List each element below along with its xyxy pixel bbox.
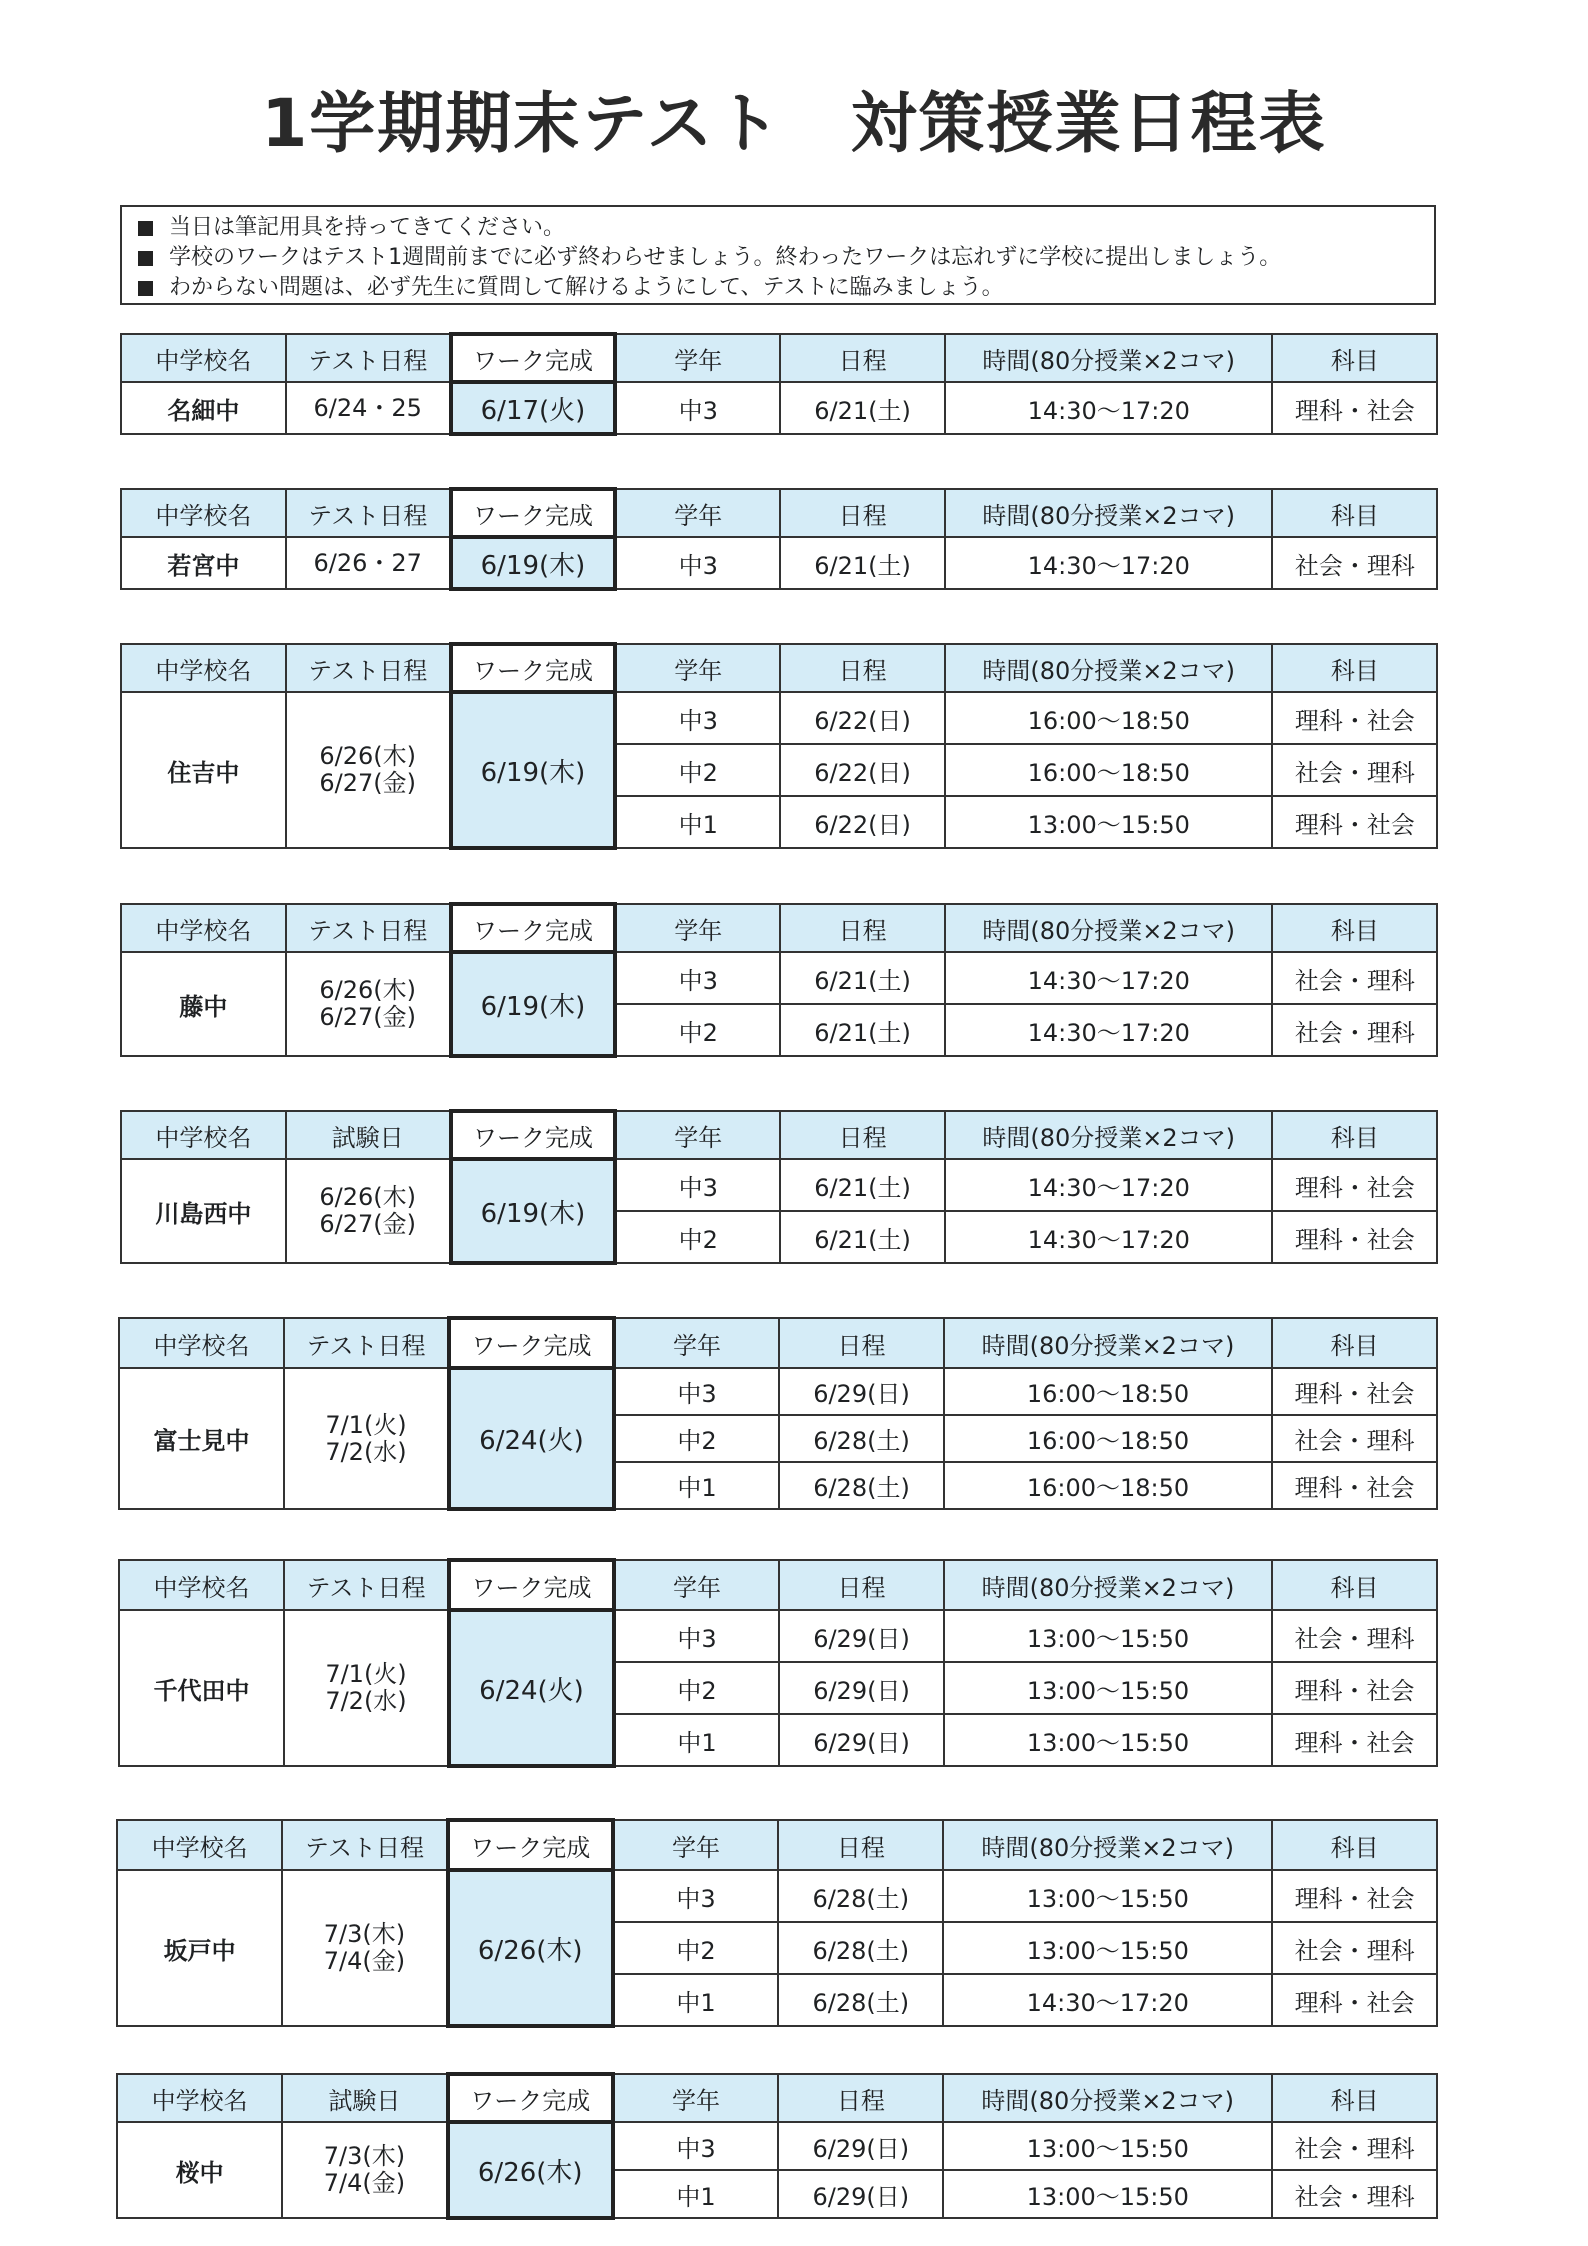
test-dates bbox=[286, 952, 451, 1056]
page-title: 1学期期末テスト 対策授業日程表 bbox=[261, 85, 1327, 162]
header-grade: 学年 bbox=[615, 489, 780, 537]
test-dates bbox=[286, 382, 451, 434]
cell-subject: 社会・理科 bbox=[1272, 537, 1437, 589]
header-time: 時間(80分授業×2コマ) bbox=[943, 2074, 1272, 2122]
test-date: 6/26(木) bbox=[319, 976, 416, 1004]
schedule-table bbox=[118, 1316, 1438, 1511]
header-school-name: 中学校名 bbox=[121, 644, 286, 692]
school-name: 藤中 bbox=[121, 952, 286, 1056]
table-header-row bbox=[121, 1111, 1437, 1159]
schedule-table bbox=[120, 642, 1438, 850]
table-row bbox=[121, 952, 1437, 1004]
schedule-table bbox=[118, 1558, 1438, 1768]
work-complete-date: 6/19(木) bbox=[451, 692, 616, 848]
test-dates bbox=[286, 1159, 451, 1263]
cell-subject: 社会・理科 bbox=[1272, 744, 1437, 796]
cell-date: 6/21(土) bbox=[780, 1004, 945, 1056]
cell-subject: 理科・社会 bbox=[1272, 1462, 1437, 1509]
cell-grade: 中3 bbox=[613, 2122, 778, 2170]
header-time: 時間(80分授業×2コマ) bbox=[945, 904, 1273, 952]
cell-subject: 社会・理科 bbox=[1272, 1922, 1437, 1974]
header-subject: 科目 bbox=[1272, 644, 1437, 692]
test-date: 6/27(金) bbox=[319, 1210, 416, 1238]
cell-subject: 理科・社会 bbox=[1272, 1662, 1437, 1714]
bullet-square-icon bbox=[138, 221, 153, 236]
test-date: 6/27(金) bbox=[319, 1003, 416, 1031]
cell-grade: 中1 bbox=[613, 1974, 778, 2026]
header-school-name: 中学校名 bbox=[119, 1560, 284, 1610]
cell-time: 16:00～18:50 bbox=[944, 1415, 1272, 1462]
cell-date: 6/28(土) bbox=[778, 1922, 943, 1974]
work-complete-date: 6/19(木) bbox=[451, 1159, 616, 1263]
cell-subject: 理科・社会 bbox=[1272, 1368, 1437, 1415]
cell-time: 14:30～17:20 bbox=[945, 1211, 1273, 1263]
header-schedule: 日程 bbox=[780, 904, 945, 952]
cell-time: 16:00～18:50 bbox=[945, 744, 1273, 796]
work-complete-date: 6/26(木) bbox=[448, 2122, 613, 2218]
header-schedule: 日程 bbox=[780, 644, 945, 692]
cell-date: 6/22(日) bbox=[780, 796, 945, 848]
header-subject: 科目 bbox=[1272, 1111, 1437, 1159]
test-date: 7/3(木) bbox=[323, 1920, 406, 1948]
cell-grade: 中1 bbox=[613, 2170, 778, 2218]
cell-subject: 社会・理科 bbox=[1272, 2170, 1437, 2218]
cell-grade: 中2 bbox=[615, 744, 780, 796]
header-school-name: 中学校名 bbox=[117, 1820, 282, 1870]
header-grade: 学年 bbox=[614, 1560, 779, 1610]
test-date: 7/1(火) bbox=[325, 1410, 407, 1439]
test-dates bbox=[286, 537, 451, 589]
header-time: 時間(80分授業×2コマ) bbox=[945, 334, 1273, 382]
table-header-row bbox=[119, 1560, 1437, 1610]
cell-subject: 社会・理科 bbox=[1272, 2122, 1437, 2170]
school-name: 川島西中 bbox=[121, 1159, 286, 1263]
cell-time: 13:00～15:50 bbox=[944, 1662, 1272, 1714]
work-complete-date: 6/19(木) bbox=[451, 537, 616, 589]
cell-time: 13:00～15:50 bbox=[943, 1870, 1272, 1922]
header-time: 時間(80分授業×2コマ) bbox=[943, 1820, 1272, 1870]
work-complete-date: 6/26(木) bbox=[448, 1870, 613, 2026]
test-date: 7/1(火) bbox=[325, 1660, 407, 1688]
cell-time: 13:00～15:50 bbox=[943, 2170, 1272, 2218]
header-test-date: テスト日程 bbox=[284, 1560, 449, 1610]
cell-subject: 理科・社会 bbox=[1272, 1159, 1437, 1211]
header-grade: 学年 bbox=[615, 1111, 780, 1159]
header-schedule: 日程 bbox=[778, 1820, 943, 1870]
header-test-date: テスト日程 bbox=[286, 489, 451, 537]
note-item bbox=[132, 273, 1424, 303]
header-work-complete: ワーク完成 bbox=[451, 1111, 616, 1159]
schedule-table bbox=[120, 487, 1438, 591]
header-grade: 学年 bbox=[615, 904, 780, 952]
header-work-complete: ワーク完成 bbox=[449, 1318, 614, 1368]
test-date: 6/26・27 bbox=[313, 548, 422, 577]
test-date: 7/2(水) bbox=[325, 1687, 407, 1715]
cell-grade: 中3 bbox=[615, 537, 780, 589]
table-header-row bbox=[121, 644, 1437, 692]
cell-time: 14:30～17:20 bbox=[945, 382, 1273, 434]
header-school-name: 中学校名 bbox=[121, 334, 286, 382]
header-work-complete: ワーク完成 bbox=[448, 1820, 613, 1870]
table-header-row bbox=[117, 2074, 1437, 2122]
test-date: 6/26(木) bbox=[319, 742, 416, 770]
cell-subject: 社会・理科 bbox=[1272, 952, 1437, 1004]
header-subject: 科目 bbox=[1272, 334, 1437, 382]
header-work-complete: ワーク完成 bbox=[451, 334, 616, 382]
cell-grade: 中3 bbox=[614, 1610, 779, 1662]
header-work-complete: ワーク完成 bbox=[449, 1560, 614, 1610]
cell-time: 13:00～15:50 bbox=[943, 1922, 1272, 1974]
table-header-row bbox=[121, 334, 1437, 382]
table-row bbox=[121, 692, 1437, 744]
cell-time: 14:30～17:20 bbox=[945, 1004, 1273, 1056]
cell-subject: 社会・理科 bbox=[1272, 1415, 1437, 1462]
cell-date: 6/22(日) bbox=[780, 744, 945, 796]
header-schedule: 日程 bbox=[779, 1318, 944, 1368]
note-text: 当日は筆記用具を持ってきてください。 bbox=[169, 215, 566, 240]
bullet-square-icon bbox=[138, 251, 153, 266]
header-time: 時間(80分授業×2コマ) bbox=[944, 1560, 1272, 1610]
schedule-table bbox=[116, 1818, 1438, 2028]
cell-date: 6/29(日) bbox=[778, 2122, 943, 2170]
schedule-table bbox=[120, 332, 1438, 436]
table-row bbox=[119, 1368, 1437, 1415]
school-name: 桜中 bbox=[117, 2122, 282, 2218]
table-header-row bbox=[121, 489, 1437, 537]
cell-time: 14:30～17:20 bbox=[945, 952, 1273, 1004]
cell-time: 14:30～17:20 bbox=[945, 1159, 1273, 1211]
cell-date: 6/28(土) bbox=[778, 1870, 943, 1922]
header-schedule: 日程 bbox=[778, 2074, 943, 2122]
cell-subject: 理科・社会 bbox=[1272, 692, 1437, 744]
test-dates bbox=[282, 2122, 447, 2218]
schedule-table bbox=[120, 902, 1438, 1058]
header-schedule: 日程 bbox=[780, 334, 945, 382]
header-subject: 科目 bbox=[1272, 1820, 1437, 1870]
test-date: 6/26(木) bbox=[319, 1183, 416, 1211]
table-header-row bbox=[117, 1820, 1437, 1870]
cell-date: 6/21(土) bbox=[780, 1159, 945, 1211]
cell-subject: 理科・社会 bbox=[1272, 1714, 1437, 1766]
cell-date: 6/21(土) bbox=[780, 382, 945, 434]
header-grade: 学年 bbox=[613, 2074, 778, 2122]
notes-box bbox=[120, 205, 1436, 305]
note-item bbox=[132, 243, 1424, 273]
cell-time: 16:00～18:50 bbox=[944, 1368, 1272, 1415]
cell-time: 14:30～17:20 bbox=[945, 537, 1273, 589]
header-work-complete: ワーク完成 bbox=[448, 2074, 613, 2122]
header-school-name: 中学校名 bbox=[121, 904, 286, 952]
header-grade: 学年 bbox=[613, 1820, 778, 1870]
cell-time: 16:00～18:50 bbox=[944, 1462, 1272, 1509]
header-time: 時間(80分授業×2コマ) bbox=[945, 644, 1273, 692]
header-schedule: 日程 bbox=[780, 489, 945, 537]
cell-date: 6/28(土) bbox=[778, 1974, 943, 2026]
header-test-date: テスト日程 bbox=[286, 904, 451, 952]
work-complete-date: 6/19(木) bbox=[451, 952, 616, 1056]
header-subject: 科目 bbox=[1272, 489, 1437, 537]
bullet-square-icon bbox=[138, 281, 153, 296]
header-test-date: 試験日 bbox=[282, 2074, 447, 2122]
header-test-date: テスト日程 bbox=[286, 334, 451, 382]
test-date: 7/4(金) bbox=[323, 2169, 406, 2197]
school-name: 富士見中 bbox=[119, 1368, 284, 1509]
test-date: 7/2(水) bbox=[325, 1437, 407, 1466]
cell-time: 13:00～15:50 bbox=[944, 1610, 1272, 1662]
cell-grade: 中2 bbox=[614, 1662, 779, 1714]
header-schedule: 日程 bbox=[779, 1560, 944, 1610]
school-name: 若宮中 bbox=[121, 537, 286, 589]
cell-grade: 中3 bbox=[613, 1870, 778, 1922]
header-time: 時間(80分授業×2コマ) bbox=[945, 1111, 1273, 1159]
table-row bbox=[121, 382, 1437, 434]
table-header-row bbox=[119, 1318, 1437, 1368]
test-dates bbox=[286, 692, 451, 848]
cell-grade: 中1 bbox=[615, 796, 780, 848]
header-subject: 科目 bbox=[1272, 2074, 1437, 2122]
schedule-table bbox=[116, 2072, 1438, 2220]
header-school-name: 中学校名 bbox=[119, 1318, 284, 1368]
header-time: 時間(80分授業×2コマ) bbox=[944, 1318, 1272, 1368]
header-subject: 科目 bbox=[1272, 904, 1437, 952]
cell-grade: 中3 bbox=[615, 952, 780, 1004]
work-complete-date: 6/24(火) bbox=[449, 1610, 614, 1766]
header-work-complete: ワーク完成 bbox=[451, 904, 616, 952]
test-dates bbox=[284, 1368, 449, 1509]
cell-date: 6/21(土) bbox=[780, 537, 945, 589]
cell-subject: 理科・社会 bbox=[1272, 1870, 1437, 1922]
header-time: 時間(80分授業×2コマ) bbox=[945, 489, 1273, 537]
cell-subject: 理科・社会 bbox=[1272, 796, 1437, 848]
schedule-table bbox=[120, 1109, 1438, 1265]
table-row bbox=[121, 537, 1437, 589]
school-name: 坂戸中 bbox=[117, 1870, 282, 2026]
header-test-date: テスト日程 bbox=[282, 1820, 447, 1870]
cell-subject: 理科・社会 bbox=[1272, 382, 1437, 434]
cell-date: 6/29(日) bbox=[779, 1610, 944, 1662]
header-work-complete: ワーク完成 bbox=[451, 644, 616, 692]
school-name: 名細中 bbox=[121, 382, 286, 434]
header-subject: 科目 bbox=[1272, 1318, 1437, 1368]
school-name: 千代田中 bbox=[119, 1610, 284, 1766]
cell-grade: 中2 bbox=[615, 1004, 780, 1056]
header-grade: 学年 bbox=[615, 334, 780, 382]
cell-date: 6/21(土) bbox=[780, 952, 945, 1004]
work-complete-date: 6/17(火) bbox=[451, 382, 616, 434]
cell-date: 6/28(土) bbox=[779, 1462, 944, 1509]
cell-date: 6/21(土) bbox=[780, 1211, 945, 1263]
note-text: 学校のワークはテスト1週間前までに必ず終わらせましょう。終わったワークは忘れずに学校に提出しましょう。 bbox=[169, 245, 1282, 270]
cell-subject: 理科・社会 bbox=[1272, 1211, 1437, 1263]
work-complete-date: 6/24(火) bbox=[449, 1368, 614, 1509]
header-school-name: 中学校名 bbox=[117, 2074, 282, 2122]
cell-grade: 中2 bbox=[613, 1922, 778, 1974]
cell-subject: 社会・理科 bbox=[1272, 1004, 1437, 1056]
table-row bbox=[121, 1159, 1437, 1211]
cell-date: 6/29(日) bbox=[778, 2170, 943, 2218]
header-test-date: 試験日 bbox=[286, 1111, 451, 1159]
cell-grade: 中3 bbox=[615, 382, 780, 434]
cell-grade: 中3 bbox=[614, 1368, 779, 1415]
cell-time: 13:00～15:50 bbox=[943, 2122, 1272, 2170]
cell-grade: 中3 bbox=[615, 692, 780, 744]
header-school-name: 中学校名 bbox=[121, 1111, 286, 1159]
header-school-name: 中学校名 bbox=[121, 489, 286, 537]
header-test-date: テスト日程 bbox=[284, 1318, 449, 1368]
header-test-date: テスト日程 bbox=[286, 644, 451, 692]
test-date: 6/27(金) bbox=[319, 769, 416, 797]
table-row bbox=[119, 1610, 1437, 1662]
cell-date: 6/28(土) bbox=[779, 1415, 944, 1462]
header-work-complete: ワーク完成 bbox=[451, 489, 616, 537]
table-row bbox=[117, 1870, 1437, 1922]
test-date: 7/3(木) bbox=[323, 2142, 406, 2170]
header-subject: 科目 bbox=[1272, 1560, 1437, 1610]
test-date: 6/24・25 bbox=[313, 393, 422, 422]
cell-time: 13:00～15:50 bbox=[945, 796, 1273, 848]
test-dates bbox=[282, 1870, 447, 2026]
header-grade: 学年 bbox=[614, 1318, 779, 1368]
cell-subject: 社会・理科 bbox=[1272, 1610, 1437, 1662]
cell-time: 16:00～18:50 bbox=[945, 692, 1273, 744]
table-header-row bbox=[121, 904, 1437, 952]
cell-date: 6/29(日) bbox=[779, 1368, 944, 1415]
note-item bbox=[132, 213, 1424, 243]
test-dates bbox=[284, 1610, 449, 1766]
cell-date: 6/29(日) bbox=[779, 1714, 944, 1766]
cell-grade: 中1 bbox=[614, 1462, 779, 1509]
cell-grade: 中3 bbox=[615, 1159, 780, 1211]
cell-date: 6/29(日) bbox=[779, 1662, 944, 1714]
note-text: わからない問題は、必ず先生に質問して解けるようにして、テストに臨みましょう。 bbox=[169, 275, 1004, 300]
cell-grade: 中1 bbox=[614, 1714, 779, 1766]
cell-subject: 理科・社会 bbox=[1272, 1974, 1437, 2026]
cell-grade: 中2 bbox=[615, 1211, 780, 1263]
cell-grade: 中2 bbox=[614, 1415, 779, 1462]
test-date: 7/4(金) bbox=[323, 1947, 406, 1975]
cell-date: 6/22(日) bbox=[780, 692, 945, 744]
header-grade: 学年 bbox=[615, 644, 780, 692]
header-schedule: 日程 bbox=[780, 1111, 945, 1159]
table-row bbox=[117, 2122, 1437, 2170]
school-name: 住吉中 bbox=[121, 692, 286, 848]
cell-time: 13:00～15:50 bbox=[944, 1714, 1272, 1766]
cell-time: 14:30～17:20 bbox=[943, 1974, 1272, 2026]
